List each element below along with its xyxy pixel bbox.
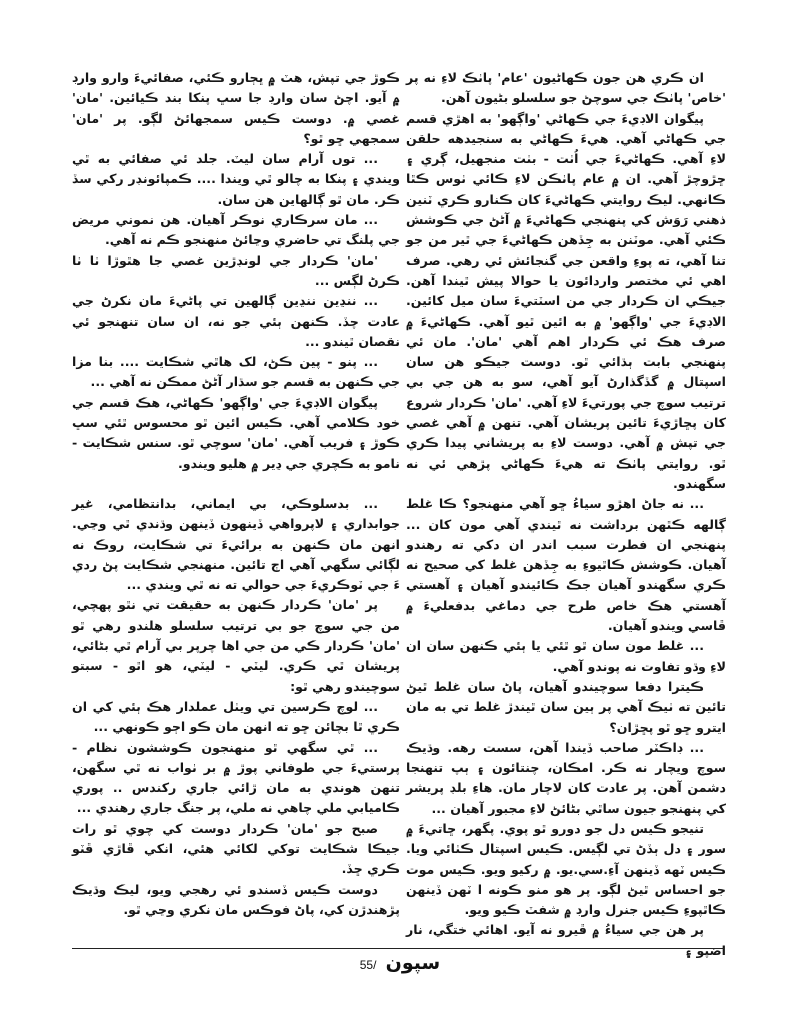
paragraph: ... مان سرڪاري نوڪر آهيان. هن نموني مريض جي پلنگ تي حاضري وڃائڻ منهنجو ڪم نه آهي. <box>72 212 400 248</box>
paragraph: ... ننڍين ننڍين ڳالهين تي پاڻيءَ مان نکرڻ جي عادت چڏ. ڪنهن ٻئي جو نه، ان سان تنهنجو ئي نقصان ٿيندو ... <box>72 293 400 349</box>
paragraph: ... ڊاڪٽر صاحب ڏيندا آهن، سست رهه. وڌيڪ سوچ ويچار نه ڪر. امڪان، چنتائون ۽ ٻپ تنهنجا دشمن آهن. پر عادت کان لاچار مان. هاءِ بلڊ پريشر کي پنهنجو جيون ساٿي بڻائڻ لاءِ مجبور آهيان ... <box>406 739 726 816</box>
paragraph: ... ٿي سگهي ٿو منهنجون ڪوششون نظام - پرستيءَ جي طوفاني پوڙ ۾ بر ٺواب نه ٿي سگهن، تنهن هوندي به مان ڙائي جاري رکندس .. پوري ڪاميابي ملي چاهي نه ملي، پر جنگ جاري رهندي ... <box>72 739 400 816</box>
paragraph: ... پنو - پين ڪڻ، لک هاٿي شڪايت .... بنا مزا جي ڪنهن به قسم جو سڌار آڻڻ ممڪن نه آهي ... <box>72 354 400 390</box>
paragraph: ڪوڙ جي تپش، هٽ ۾ ڀڄارو ڪئي، صفائيءَ وارو وارڊ ۾ آيو. اچڻ سان وارڊ جا سڀ پنکا بند ڪيائين. 'مان' غصي ۾. دوست ڪيس سمجهائڻ لڳو. پر 'مان' سمجهي ڇو ٿو؟ <box>72 70 400 146</box>
paragraph: پيگوان الاڊيءَ جي ڪهاڻي 'واڳهو' به اهڙي قسم جي ڪهاڻي آهي. هيءَ ڪهاڻي به سنجيدهه حلقن لاءِ آهي. ڪهاڻيءَ جي اُٺت - بٺت منجهيل، ڳري ۽ ڇڙوچڙ آهي. ان ۾ عام پاٺڪن لاءِ ڪائي ٺوس ڪٿا ڪانهي. ليڪ روايتي ڪهاڻيءَ کان ڪنارو ڪري ٽنين ذهني رَوَش کي پنهنجي ڪهاڻيءَ ۾ آڻڻ جي ڪوشش ڪئي آهي. موٽنن به جِڏهن ڪهاڻيءَ جي ٿير من جو تنا آهي، ته پوءِ واقعن جي گنجائش ئي رهي. صرف اهي ئي مختصر واردائون يا حوالا پيش ٿيندا آهن. جيڪي ان ڪردار جي من اسٽتيءَ سان ميل کائين. الاڊيءَ جي 'واڳهو' ۾ به ائين ٿيو آهي. ڪهاڻيءَ ۾ صرف هڪ ئي ڪردار اهم آهي 'مان'. مان ئي پنهنجي بابت ٻڌائي ٿو. دوست جيڪو هن سان اسپتال ۾ گڏگذارڻ آيو آهي، سو به هن جي بي ترتيب سوچ جي پورتيءَ لاءِ آهي. 'مان' ڪردار شروع کان پڇاڙيءَ تائين پريشان آهي. تنهن ۾ آهي غصي جي تپش ۾ آهي. دوست لاءِ به پريشاني پيدا ڪري ٿو. روايتي پاٺڪ ته هيءَ ڪهاڻي پڙهي ئي نه سگهندو. <box>406 110 726 491</box>
paragraph: صبح جو 'مان' ڪردار دوست کي چوي ٿو رات جيڪا شڪايت توکي لکائي هئي، انکي ڦاڙي ڦٽو ڪري ڇڏ. <box>72 820 400 877</box>
paragraph: تنيجو ڪيس دل جو دورو ٿو پوي. پگهر، ڇاتيءَ ۾ سور ۽ دل ٻڏڻ تي لڳيس. ڪيس اسپتال ڪٺائي ويا. ڪيس ٽهه ڏينهن آءِ.سي.يو. ۾ رکيو ويو. ڪيس موت جو احساس ٿيڻ لڳو. پر هو منو ڪونه ا ٽهن ڏينهن ڪاٿپوءِ ڪيس جنرل وارڊ ۾ شفٽ ڪيو ويو. <box>406 820 726 918</box>
paragraph: ... غلط مون سان ٿو ٿئي يا ٻئي ڪنهن سان ان لاءِ وڌو تفاوت نه پوندو آهي. <box>406 638 726 674</box>
paragraph: ان ڪري هن جون ڪهاڻيون 'عام' پاٺڪ لاءِ نه پر 'خاص' پاٺڪ جي سوچڻ جو سلسلو بڻيون آهن. <box>406 70 726 106</box>
footer-divider <box>72 948 724 949</box>
right-text-column <box>406 68 726 961</box>
paragraph: ... بدسلوڪي، بي ايماني، بدانتظامي، غير جوابداري ۽ لاپرواهي ڏينهون ڏينهن وڌندي ٿي وڃي. انهن مان ڪنهن به برائيءَ تي شڪايت، روڪ نه لڳائي سگهي آهي اڄ تائين. منهنجي شڪايت پڻ ردي ءَ جي ٽوڪريءَ جي حوالي ته نه ٿي ويندي ... <box>72 495 400 593</box>
page-number: 55/ <box>359 958 377 972</box>
paragraph: پر هن جي سياءُ ۾ ڦيرو نه آيو. اهائي ختگي، نار اضپو ۽ <box>406 922 726 958</box>
magazine-name: سپون <box>385 952 441 974</box>
page-footer <box>0 952 800 974</box>
paragraph: ... لوچ ڪرسين تي ويٺل عملدار هڪ ٻئي کي ان ڪري ٿا بچائن ڇو ته انهن مان ڪو اڄو ڪونهي ... <box>72 698 400 735</box>
paragraph: پيگوان الاڊيءَ جي 'واڳهو' ڪهاڻي، هڪ قسم جي خود ڪلامي آهي. ڪيس ائين ٿو محسوس ٿئي سڀ ڪوڙ ۽ فريب آهي. 'مان' سوچي ٿو. سنس شڪايت - نامو به ڪچري جي ڍير ۾ هليو ويندو. <box>72 394 400 471</box>
paragraph: دوست ڪيس ڏسندو ئي رهجي ويو، ليڪ وڌيڪ پڙهندڙن کي، پاڻ فوڪس مان نکري وڃي ٿو. <box>72 881 400 917</box>
paragraph: ... توں آرام سان ليٽ. جلد ئي صفائي به ٿي ويندي ۽ پنکا به چالو ٿي ويندا .... ڪمپائونڊر رکي سڏ ڪر. مان ٿو ڳالهاين هن سان. <box>72 151 400 207</box>
left-text-column <box>72 68 400 920</box>
paragraph: پر 'مان' ڪردار ڪنهن به حقيقت تي نٿو پهچي، من جي سوچ جو بي ترتيب سلسلو هلندو رهي ٿو 'مان' ڪردار ڪي من جي اها چرپر بي آرام ٿي بڻائي، پريشان ٿي ڪري. ليٽي - ليٽي، هو اٿو - سبتو سوچيندو رهي ٿو: <box>72 597 400 694</box>
paragraph: ... نه جاڻ اهڙو سياءُ ڇو آهي منهنجو؟ ڪا غلط ڳالهه ڪٿهن برداشت نه ٿيندي آهي مون کان ... پنهنجي ان فطرت سبب اندر ان دکي ته رهندو آهيان. ڪوشش ڪاٿيوءِ به جِڏهن غلط کي صحيح نه ڪري سگهندو آهيان جڪ ڪائيندو آهيان ۽ آهستي آهستي هڪ خاص طرح جي دماغي بدفعليءَ ۾ ڦاسي ويندو آهيان. <box>406 496 726 634</box>
paragraph: 'مان' ڪردار جي لونڊڙين غصي جا هٿوڙا ٺا ٺا ڪرڻ لڳس ... <box>72 252 400 288</box>
paragraph: ڪيترا دفعا سوچيندو آهيان، پاڻ سان غلط ٿيڻ تائين ته ٺيڪ آهي پر ٻين سان ٿيندڙ غلط تي به مان ايترو ڇو ٿو پڇڙان؟ <box>406 678 726 735</box>
